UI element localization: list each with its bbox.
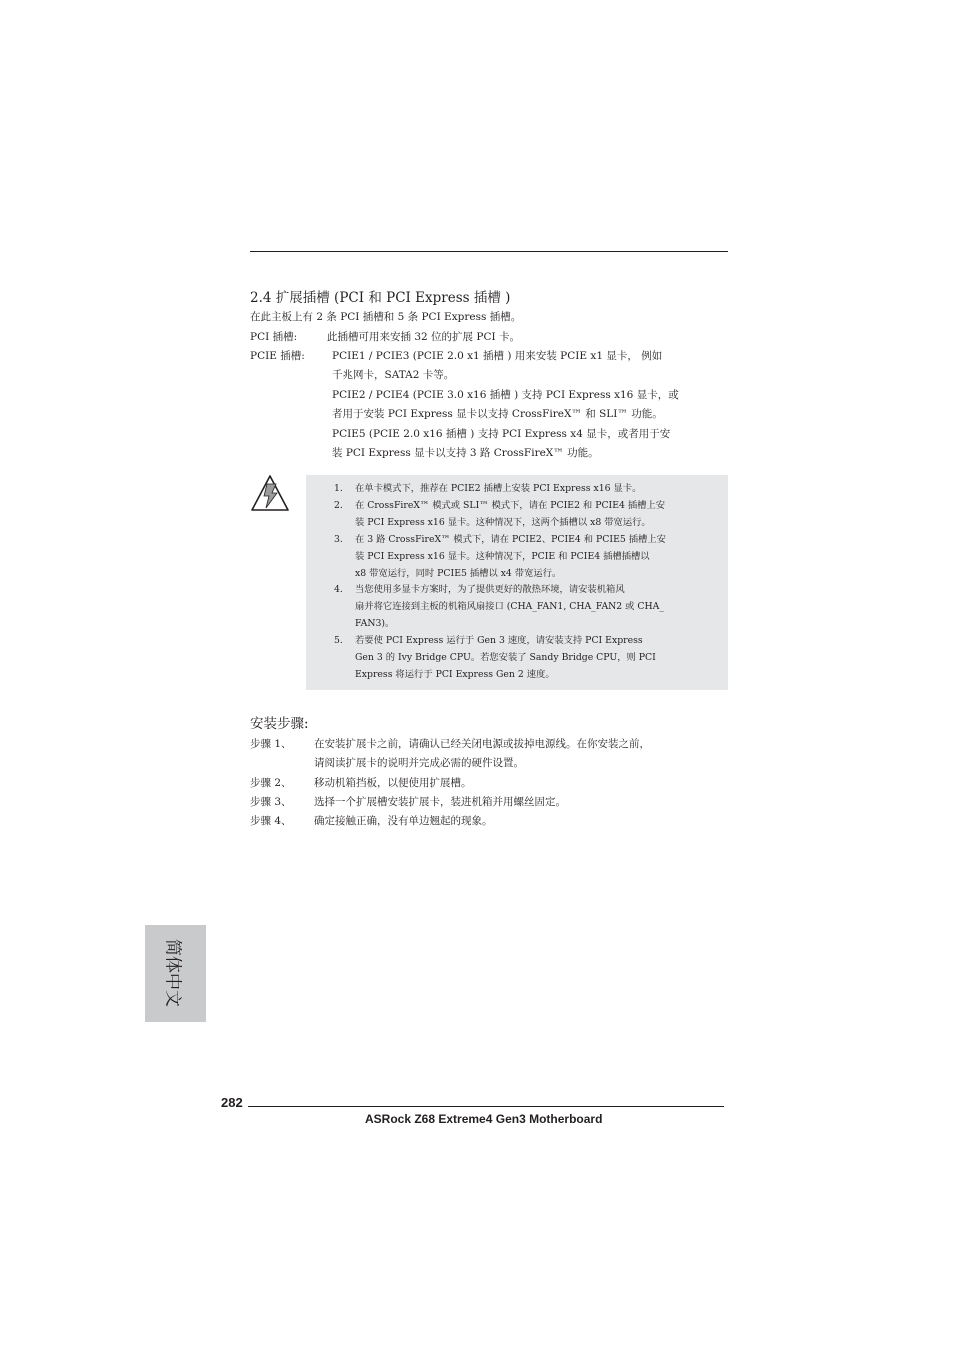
footer-title: ASRock Z68 Extreme4 Gen3 Motherboard bbox=[365, 1112, 603, 1126]
note-line: Express 将运行于 PCI Express Gen 2 速度。 bbox=[355, 668, 555, 680]
note-line: FAN3)。 bbox=[355, 617, 395, 629]
step-text: 移动机箱挡板，以便使用扩展槽。 bbox=[314, 777, 472, 789]
pci-slot-label: PCI 插槽: bbox=[250, 331, 298, 343]
install-title: 安装步骤: bbox=[250, 716, 309, 732]
pcie-block-line: PCIE5 (PCIE 2.0 x16 插槽 ) 支持 PCI Express x4 显卡，或者用于安 bbox=[332, 428, 671, 440]
note-number: 2. bbox=[334, 500, 343, 511]
section-title: 2.4 扩展插槽 (PCI 和 PCI Express 插槽 ) bbox=[250, 290, 511, 306]
step-text: 在安装扩展卡之前，请确认已经关闭电源或拔掉电源线。在你安装之前， bbox=[314, 738, 650, 750]
step-text: 选择一个扩展槽安装扩展卡，装进机箱并用螺丝固定。 bbox=[314, 796, 566, 808]
note-line: 装 PCI Express x16 显卡。这种情况下，这两个插槽以 x8 带宽运行。 bbox=[355, 516, 651, 528]
note-line: x8 带宽运行，同时 PCIE5 插槽以 x4 带宽运行。 bbox=[355, 567, 562, 579]
pcie-block-line: 者用于安装 PCI Express 显卡以支持 CrossFireX™ 和 SLI™ 功能。 bbox=[332, 408, 663, 420]
pcie-block-line: 装 PCI Express 显卡以支持 3 路 CrossFireX™ 功能。 bbox=[332, 447, 599, 459]
top-divider bbox=[250, 251, 728, 252]
note-line: 当您使用多显卡方案时，为了提供更好的散热环境，请安装机箱风 bbox=[355, 584, 625, 595]
pcie-block-line: 千兆网卡，SATA2 卡等。 bbox=[332, 369, 455, 381]
pcie-slot-label: PCIE 插槽: bbox=[250, 350, 305, 362]
note-line: Gen 3 的 Ivy Bridge CPU。若您安装了 Sandy Bridge CPU，则 PCI bbox=[355, 651, 656, 663]
pcie-block-line: PCIE1 / PCIE3 (PCIE 2.0 x1 插槽 ) 用来安装 PCIE x1 显卡， 例如 bbox=[332, 350, 663, 362]
note-line: 装 PCI Express x16 显卡。这种情况下，PCIE 和 PCIE4 插槽插槽以 bbox=[355, 550, 650, 562]
pcie-block-3 bbox=[332, 425, 728, 463]
language-side-tab bbox=[145, 925, 206, 1022]
warning-lightning-icon bbox=[250, 474, 290, 512]
page-number: 282 bbox=[221, 1095, 243, 1110]
note-number: 5. bbox=[334, 635, 343, 646]
pcie-block-line: PCIE2 / PCIE4 (PCIE 3.0 x16 插槽 ) 支持 PCI Express x16 显卡，或 bbox=[332, 389, 679, 401]
pcie-block-2 bbox=[332, 386, 728, 424]
step-label: 步骤 4、 bbox=[250, 815, 292, 827]
bottom-divider bbox=[248, 1106, 724, 1107]
step-label: 步骤 3、 bbox=[250, 796, 292, 808]
pcie-block-1 bbox=[332, 347, 728, 385]
section-intro: 在此主板上有 2 条 PCI 插槽和 5 条 PCI Express 插槽。 bbox=[250, 311, 522, 323]
note-line: 在 CrossFireX™ 模式或 SLI™ 模式下，请在 PCIE2 和 PCIE4 插槽上安 bbox=[355, 500, 666, 511]
step-label: 步骤 1、 bbox=[250, 738, 292, 750]
note-line: 扇并将它连接到主板的机箱风扇接口 (CHA_FAN1, CHA_FAN2 或 CHA_ bbox=[355, 600, 665, 612]
note-line: 若要使 PCI Express 运行于 Gen 3 速度，请安装支持 PCI Express bbox=[355, 635, 643, 646]
note-number: 1. bbox=[334, 483, 343, 494]
note-number: 4. bbox=[334, 584, 343, 595]
step-label: 步骤 2、 bbox=[250, 777, 292, 789]
pci-slot-description: 此插槽可用来安插 32 位的扩展 PCI 卡。 bbox=[327, 331, 520, 343]
notes-box bbox=[306, 475, 728, 690]
note-line: 在 3 路 CrossFireX™ 模式下，请在 PCIE2、PCIE4 和 PCIE5 插槽上安 bbox=[355, 534, 666, 545]
note-line: 在单卡模式下，推荐在 PCIE2 插槽上安装 PCI Express x16 显卡。 bbox=[355, 483, 642, 494]
step-text: 确定接触正确，没有单边翘起的现象。 bbox=[314, 815, 493, 827]
note-number: 3. bbox=[334, 534, 343, 545]
language-side-tab-label: 简体中文 bbox=[162, 939, 183, 1007]
step-text: 请阅读扩展卡的说明并完成必需的硬件设置。 bbox=[314, 757, 524, 769]
